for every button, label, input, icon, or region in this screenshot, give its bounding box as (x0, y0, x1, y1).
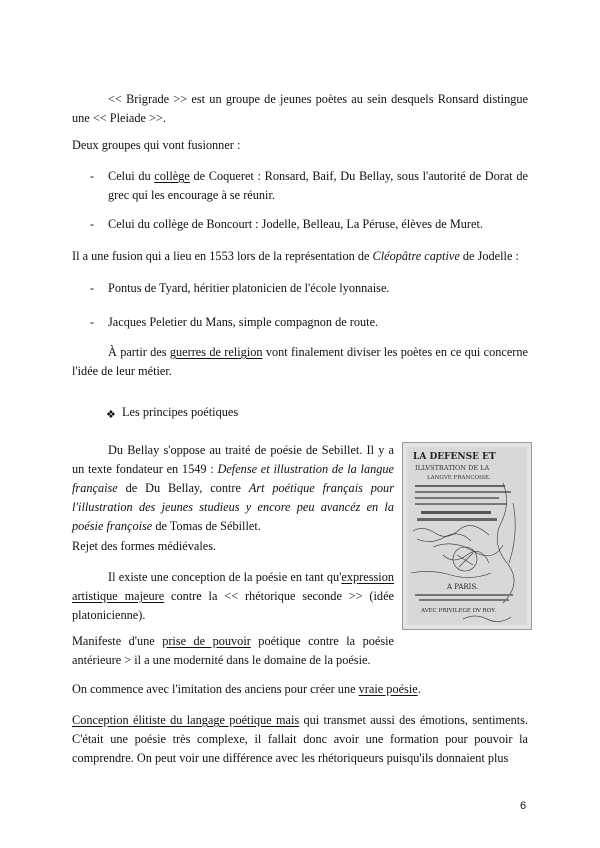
text: contre la << rhétorique seconde >> (idée platonicienne). (72, 589, 394, 622)
underlined-college: collège (154, 169, 190, 183)
paragraph-deux-groupes (72, 136, 528, 155)
text: Jacques Peletier du Mans, simple compagnon de route. (108, 315, 379, 329)
paragraph-imitation (72, 680, 528, 699)
diamond-bullet-icon: ❖ (106, 409, 116, 421)
underlined-expression: expression artistique majeure (72, 570, 394, 603)
text: Du Bellay s'oppose au traité de poésie de Sebillet. Il y a un texte fondateur en 1549 : (72, 443, 394, 476)
text: À partir des (108, 345, 170, 359)
text: Celui du collège de Boncourt : Jodelle, Belleau, La Péruse, élèves de Muret. (108, 217, 483, 231)
text: de Jodelle : (459, 249, 519, 263)
text: Il a une fusion qui a lieu en 1553 lors de la représentation de (72, 249, 373, 263)
bullet-tyard (108, 279, 528, 298)
underlined-prise: prise de pouvoir (162, 634, 251, 648)
section-heading: Les principes poétiques (122, 405, 239, 419)
text: qui transmet aussi des émotions, sentiments. C'était une poésie très complexe, il fallait donc avoir une formation pour pouvoir la comprendre. On peut voir une différence avec les rhétoriqueurs puisqu'ils donnaient plus (72, 713, 528, 765)
text: . (417, 682, 421, 696)
text: << Brigrade >> est un groupe de jeunes poètes au sein desquels Ronsard distingue une << Pleiade >>. (72, 92, 528, 125)
paragraph-fusion (72, 247, 528, 266)
italic-title: Cléopâtre captive (372, 249, 460, 263)
underlined-conception: Conception élitiste du langage poétique mais (72, 713, 300, 727)
text: Rejet des formes médiévales. (72, 539, 217, 553)
figure-city: A PARIS. (447, 583, 479, 591)
dash-bullet: - (90, 281, 95, 295)
figure-title-line: ILLVSTRATION DE LA (415, 464, 490, 472)
text: Pontus de Tyard, héritier platonicien de l'école lyonnaise. (108, 281, 390, 295)
italic-title: Art poétique français pour l'illustration des jeunes studieus y encore peu avancéz en la poésie françoise (72, 481, 394, 533)
text: Deux groupes qui vont fusionner : (72, 138, 241, 152)
paragraph-guerres (72, 343, 528, 381)
figure-privilege: AVEC PRIVILEGE DV ROY. (421, 608, 496, 614)
paragraph-brigade (72, 90, 528, 128)
dash-bullet: - (90, 315, 95, 329)
paragraph-conception (72, 568, 394, 625)
bullet-peletier (108, 313, 528, 332)
text: Manifeste d'une (72, 634, 163, 648)
page-number: 6 (520, 800, 527, 812)
text: Il existe une conception de la poésie en tant qu' (108, 570, 342, 584)
bullet-boncourt (108, 215, 528, 234)
figure-title-line: LANGVE FRANCOISE. (427, 475, 491, 481)
text: de Coqueret : Ronsard, Baif, Du Bellay, sous l'autorité de Dorat de grec qui les encourage à se réunir. (108, 169, 528, 202)
text: Celui du (108, 169, 155, 183)
paragraph-du-bellay (72, 441, 394, 536)
paragraph-rejet (72, 537, 394, 556)
text: vont finalement diviser les poètes en ce qui concerne l'idée de leur métier. (72, 345, 528, 378)
bullet-coqueret (108, 167, 528, 205)
paragraph-manifeste (72, 632, 394, 670)
text: de Du Bellay, contre (117, 481, 249, 495)
book-title-page-image (402, 442, 532, 630)
italic-title: Defense et illustration de la langue française (72, 462, 395, 495)
dash-bullet: - (90, 217, 95, 231)
underlined-vraie-poesie: vraie poésie (358, 682, 418, 696)
text: poétique contre la poésie antérieure > il a une modernité dans le domaine de la poésie. (72, 634, 395, 667)
figure-title-line: LA DEFENSE ET (413, 452, 496, 462)
underlined-guerres: guerres de religion (169, 345, 263, 359)
text: de Tomas de Sébillet. (152, 519, 261, 533)
text: On commence avec l'imitation des anciens pour créer une (72, 682, 359, 696)
dash-bullet: - (90, 169, 95, 183)
paragraph-elitiste (72, 711, 528, 768)
